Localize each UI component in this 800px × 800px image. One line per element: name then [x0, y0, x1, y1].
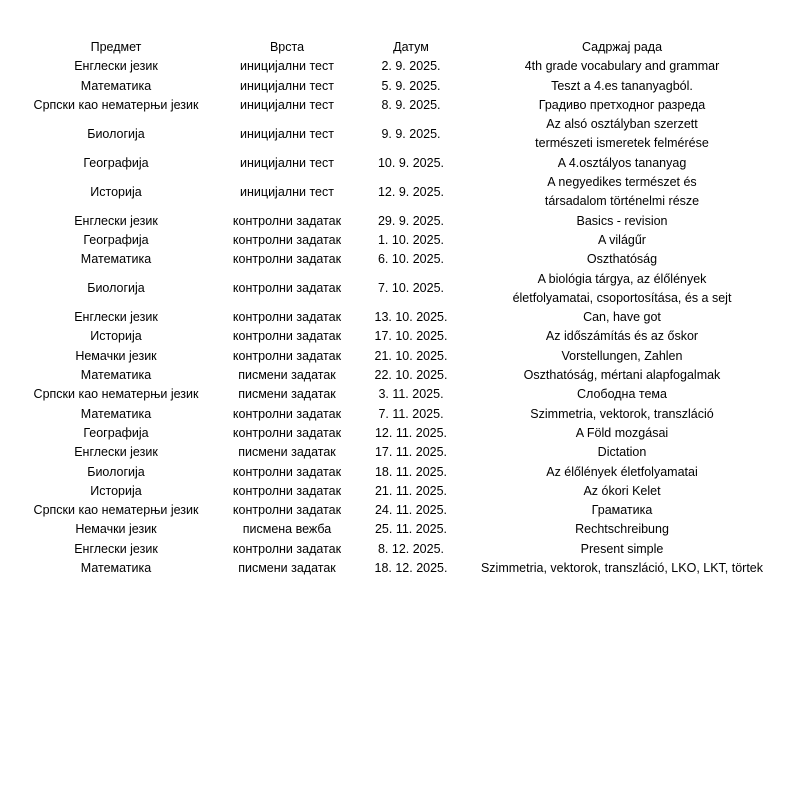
cell-subject: Енглески језик: [74, 310, 158, 325]
cell-content: [464, 520, 780, 539]
cell-type: контролни задатак: [232, 213, 342, 228]
cell-date: 7. 10. 2025.: [377, 281, 445, 296]
cell-content: [464, 443, 780, 462]
cell-type: контролни задатак: [232, 232, 342, 247]
cell-type: писмени задатак: [238, 368, 336, 383]
cell-content: [464, 482, 780, 501]
cell-subject: Историја: [90, 483, 142, 498]
cell-content-line: Szimmetria, vektorok, transzláció: [530, 406, 714, 421]
table-row: [16, 443, 780, 462]
cell-subject: Немачки језик: [75, 348, 157, 363]
cell-subject: Математика: [80, 78, 152, 93]
table-row: [16, 520, 780, 539]
cell-content: [464, 366, 780, 385]
cell-content-line: A Föld mozgásai: [575, 425, 669, 440]
cell-subject: Енглески језик: [74, 59, 158, 74]
table-row: [16, 385, 780, 404]
cell-date: 3. 11. 2025.: [378, 387, 444, 402]
cell-type: контролни задатак: [232, 348, 342, 363]
cell-content: [464, 270, 780, 309]
cell-content-line: Oszthatóság, mértani alapfogalmak: [523, 368, 721, 383]
header-row: [16, 38, 780, 57]
cell-content: [464, 424, 780, 443]
cell-content: [464, 308, 780, 327]
cell-date: 10. 9. 2025.: [377, 155, 445, 170]
cell-content: [464, 501, 780, 520]
table-row: [16, 559, 780, 578]
table-row: [16, 501, 780, 520]
cell-type: контролни задатак: [232, 310, 342, 325]
header-content: Садржај рада: [581, 40, 663, 54]
cell-type: контролни задатак: [232, 464, 342, 479]
header-type: Врста: [269, 40, 305, 54]
cell-content: [464, 77, 780, 96]
cell-subject: Српски као нематерњи језик: [33, 387, 199, 402]
cell-content-line: Градиво претходног разреда: [538, 97, 706, 112]
cell-date: 24. 11. 2025.: [374, 503, 448, 518]
cell-date: 22. 10. 2025.: [374, 368, 448, 383]
cell-content-line: 4th grade vocabulary and grammar: [524, 59, 720, 74]
table-row: [16, 115, 780, 154]
cell-date: 8. 9. 2025.: [381, 97, 441, 112]
cell-date: 17. 10. 2025.: [374, 329, 448, 344]
cell-subject: Математика: [80, 252, 152, 267]
cell-content-line: A negyedikes természet és: [547, 175, 697, 190]
cell-content-line: A biológia tárgya, az élőlények: [537, 271, 707, 286]
cell-type: писмени задатак: [238, 445, 336, 460]
cell-content-line: Basics - revision: [576, 213, 668, 228]
cell-date: 12. 9. 2025.: [377, 184, 445, 199]
cell-type: иницијални тест: [240, 155, 334, 170]
cell-content: [464, 347, 780, 366]
cell-date: 29. 9. 2025.: [377, 213, 445, 228]
cell-subject: Немачки језик: [75, 522, 157, 537]
cell-type: писмени задатак: [238, 387, 336, 402]
cell-content-line: Dictation: [597, 445, 647, 460]
cell-subject: Биологија: [87, 126, 145, 141]
header-date: Датум: [393, 40, 429, 54]
cell-content-line: természeti ismeretek felmérése: [535, 136, 709, 151]
cell-content-line: Az alsó osztályban szerzett: [546, 117, 698, 132]
cell-content-line: életfolyamatai, csoportosítása, és a sejt: [512, 290, 732, 305]
cell-content-line: Present simple: [580, 541, 664, 556]
cell-date: 7. 11. 2025.: [378, 406, 444, 421]
cell-date: 2. 9. 2025.: [381, 59, 441, 74]
cell-type: писмена вежба: [242, 522, 332, 537]
cell-content-line: Az időszámítás és az őskor: [545, 329, 699, 344]
cell-content-line: Vorstellungen, Zahlen: [561, 348, 683, 363]
cell-subject: Историја: [90, 184, 142, 199]
cell-content-line: társadalom történelmi része: [544, 194, 700, 209]
cell-type: иницијални тест: [240, 97, 334, 112]
table-row: [16, 366, 780, 385]
cell-subject: Математика: [80, 368, 152, 383]
cell-content: [464, 559, 780, 578]
cell-content: [464, 173, 780, 212]
cell-type: контролни задатак: [232, 541, 342, 556]
cell-type: контролни задатак: [232, 483, 342, 498]
table-row: [16, 154, 780, 173]
cell-type: контролни задатак: [232, 406, 342, 421]
table-row: [16, 250, 780, 269]
cell-content: [464, 154, 780, 173]
table-row: [16, 270, 780, 309]
schedule-sheet: [16, 38, 780, 578]
table-row: [16, 173, 780, 212]
cell-type: контролни задатак: [232, 425, 342, 440]
table-row: [16, 231, 780, 250]
cell-content-line: Слободна тема: [577, 387, 667, 402]
cell-date: 17. 11. 2025.: [374, 445, 448, 460]
cell-subject: Математика: [80, 561, 152, 576]
cell-date: 9. 9. 2025.: [381, 126, 441, 141]
cell-date: 13. 10. 2025.: [374, 310, 448, 325]
cell-type: иницијални тест: [240, 126, 334, 141]
cell-type: иницијални тест: [240, 184, 334, 199]
cell-subject: Енглески језик: [74, 541, 158, 556]
cell-content-line: Граматика: [591, 503, 653, 518]
table-row: [16, 424, 780, 443]
cell-content-line: A világűr: [598, 232, 646, 247]
cell-type: контролни задатак: [232, 252, 342, 267]
cell-content: [464, 212, 780, 231]
cell-date: 6. 10. 2025.: [377, 252, 445, 267]
cell-subject: Математика: [80, 406, 152, 421]
cell-content-line: Teszt a 4.es tananyagból.: [551, 78, 693, 93]
cell-date: 25. 11. 2025.: [374, 522, 448, 537]
cell-content: [464, 115, 780, 154]
table-row: [16, 405, 780, 424]
cell-date: 8. 12. 2025.: [377, 541, 445, 556]
cell-content: [464, 405, 780, 424]
cell-content-line: Rechtschreibung: [575, 522, 669, 537]
cell-content: [464, 96, 780, 115]
cell-subject: Географија: [83, 232, 149, 247]
table-row: [16, 463, 780, 482]
cell-content-line: Szimmetria, vektorok, transzláció, LKO, LKT, törtek: [480, 561, 764, 576]
cell-subject: Географија: [83, 155, 149, 170]
cell-subject: Биологија: [87, 464, 145, 479]
cell-date: 21. 11. 2025.: [374, 483, 448, 498]
cell-date: 12. 11. 2025.: [374, 425, 448, 440]
table-row: [16, 347, 780, 366]
cell-content: [464, 540, 780, 559]
cell-date: 21. 10. 2025.: [374, 348, 448, 363]
cell-content: [464, 57, 780, 76]
cell-type: контролни задатак: [232, 503, 342, 518]
cell-date: 18. 11. 2025.: [374, 464, 448, 479]
cell-content: [464, 327, 780, 346]
table-row: [16, 482, 780, 501]
cell-subject: Српски као нематерњи језик: [33, 503, 199, 518]
table-body: [16, 57, 780, 578]
cell-type: иницијални тест: [240, 78, 334, 93]
cell-subject: Биологија: [87, 281, 145, 296]
cell-subject: Српски као нематерњи језик: [33, 97, 199, 112]
cell-content: [464, 231, 780, 250]
cell-type: писмени задатак: [238, 561, 336, 576]
table-row: [16, 540, 780, 559]
cell-content: [464, 463, 780, 482]
table-row: [16, 77, 780, 96]
cell-date: 5. 9. 2025.: [381, 78, 441, 93]
cell-content: [464, 385, 780, 404]
cell-content-line: A 4.osztályos tananyag: [557, 155, 687, 170]
cell-subject: Енглески језик: [74, 445, 158, 460]
cell-content-line: Oszthatóság: [586, 252, 658, 267]
cell-content-line: Az ókori Kelet: [583, 483, 661, 498]
cell-subject: Географија: [83, 425, 149, 440]
cell-date: 1. 10. 2025.: [377, 232, 445, 247]
table-row: [16, 57, 780, 76]
header-subject: Предмет: [90, 40, 142, 54]
table-row: [16, 327, 780, 346]
test-schedule-table: [16, 38, 780, 578]
table-row: [16, 96, 780, 115]
cell-date: 18. 12. 2025.: [374, 561, 448, 576]
table-row: [16, 212, 780, 231]
cell-content: [464, 250, 780, 269]
cell-type: иницијални тест: [240, 59, 334, 74]
cell-subject: Енглески језик: [74, 213, 158, 228]
cell-content-line: Can, have got: [583, 310, 661, 325]
table-row: [16, 308, 780, 327]
cell-content-line: Az élőlények életfolyamatai: [546, 464, 698, 479]
cell-type: контролни задатак: [232, 329, 342, 344]
cell-subject: Историја: [90, 329, 142, 344]
cell-type: контролни задатак: [232, 281, 342, 296]
